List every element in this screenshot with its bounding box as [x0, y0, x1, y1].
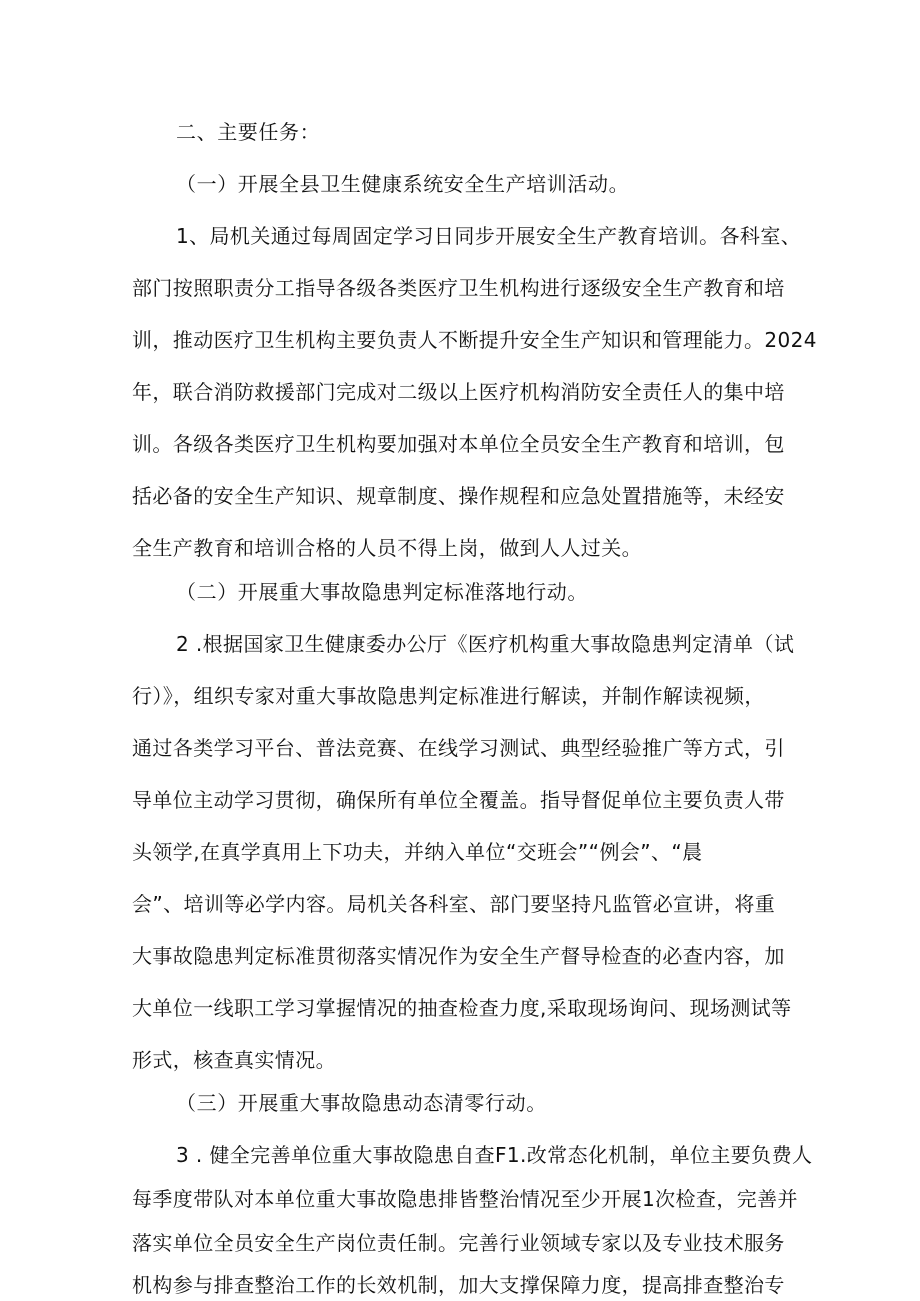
paragraph-2-line-3: 通过各类学习平台、普法竞赛、在线学习测试、典型经验推广等方式，引: [132, 736, 785, 760]
paragraph-1-line-1: 1、局机关通过每周固定学习日同步开展安全生产教育培训。各科室、: [176, 224, 802, 248]
paragraph-2-line-4: 导单位主动学习贯彻，确保所有单位全覆盖。指导督促单位主要负责人带: [132, 788, 785, 812]
paragraph-3-line-2: 每季度带队对本单位重大事故隐患排皆整治情况至少开展1次检查，完善并: [132, 1187, 798, 1211]
paragraph-2-line-6: 会”、培训等必学内容。局机关各科室、部门要坚持凡监管必宣讲，将重: [132, 892, 776, 916]
paragraph-2-line-2: 行）》，组织专家对重大事故隐患判定标准进行解读，并制作解读视频，: [132, 684, 765, 708]
paragraph-1-line-2: 部门按照职责分工指导各级各类医疗卫生机构进行逐级安全生产教育和培: [132, 276, 785, 300]
paragraph-1-line-5: 训。各级各类医疗卫生机构要加强对本单位全员安全生产教育和培训，包: [132, 432, 785, 456]
paragraph-2-line-7: 大事故隐患判定标准贯彻落实情况作为安全生产督导检查的必查内容，加: [132, 944, 785, 968]
section-heading: 二、主要任务：: [176, 120, 321, 144]
paragraph-1-line-6: 括必备的安全生产知识、规章制度、操作规程和应急处置措施等，未经安: [132, 484, 785, 508]
subsection-2-heading: （二）开展重大事故隐患判定标准落地行动。: [176, 580, 588, 604]
paragraph-2-line-1: 2 .根据国家卫生健康委办公厅《医疗机构重大事故隐患判定清单（试: [176, 632, 795, 656]
paragraph-2-line-5: 头领学,在真学真用上下功夫，并纳入单位“交班会”“例会”、“晨: [132, 840, 703, 864]
paragraph-1-line-4: 年，联合消防救援部门完成对二级以上医疗机构消防安全责任人的集中培: [132, 380, 785, 404]
paragraph-3-line-4: 机构参与排查整治工作的长效机制，加大支撑保障力度，提高排查整治专: [132, 1273, 785, 1297]
paragraph-1-line-3: 训，推动医疗卫生机构主要负责人不断提升安全生产知识和管理能力。2024: [132, 328, 817, 352]
paragraph-1-line-7: 全生产教育和培训合格的人员不得上岗，做到人人过关。: [132, 536, 642, 560]
paragraph-3-line-3: 落实单位全员安全生产岗位责任制。完善行业领域专家以及专业技术服务: [132, 1231, 785, 1255]
subsection-3-heading: （三）开展重大事故隐患动态清零行动。: [176, 1091, 547, 1115]
paragraph-3-line-1: 3 . 健全完善单位重大事故隐患自查F1.改常态化机制，单位主要负费人: [176, 1143, 813, 1167]
paragraph-2-line-9: 形式，核查真实情况。: [132, 1048, 336, 1072]
paragraph-2-line-8: 大单位一线职工学习掌握情况的抽查检查力度,采取现场询问、现场测试等: [132, 996, 792, 1020]
subsection-1-heading: （一）开展全县卫生健康系统安全生产培训活动。: [176, 172, 630, 196]
